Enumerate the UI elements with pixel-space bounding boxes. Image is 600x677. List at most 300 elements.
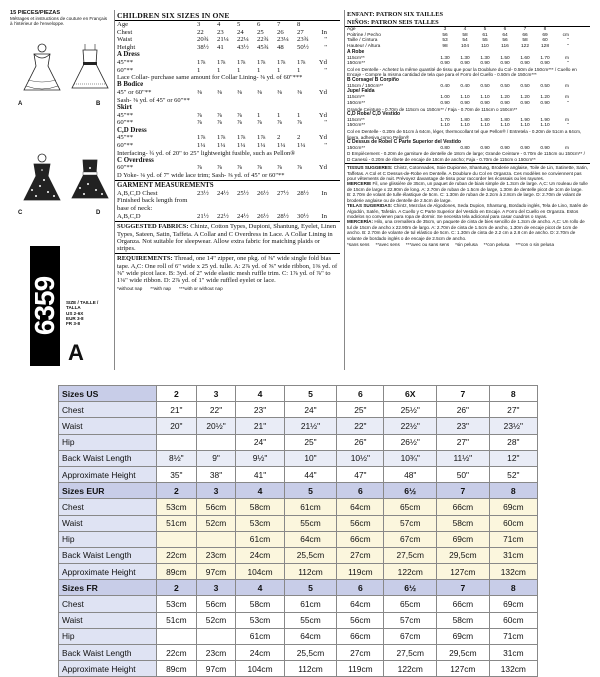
row-value: 1.90 [540,117,550,123]
row-label: A,B,C,D Chest [117,189,158,197]
row-value: 2 [297,134,301,142]
row-value: 0.90 [540,100,550,106]
us-measurement-row [59,402,538,418]
row-value: 22 [197,28,204,36]
chart-cell: 10¾" [384,450,437,466]
chart-cell: 67cm [384,628,437,644]
chart-size-col: 3 [196,580,236,596]
row-unit: Yd [318,134,327,142]
chart-cell: 64cm [337,499,384,515]
view-title: B Bodice [117,81,144,89]
row-value: ⅞ [197,111,203,119]
chart-cell: 27cm [337,645,384,661]
row-value: 1¼ [257,141,266,149]
chart-cell: 22cm [157,547,197,563]
chart-cell: 56cm [337,612,384,628]
eur-measurement-row [59,547,538,563]
chart-cell: 61cm [284,596,337,612]
row-value: 27½ [277,189,289,197]
chart-cell: 57cm [384,515,437,531]
row-value: 3 [197,21,201,28]
row-value: 0.80 [440,145,450,151]
row-value: ⅞ [257,119,263,127]
chart-size-col: 4 [236,386,284,402]
eur-measurement-row [59,531,538,547]
chart-cell: 112cm [284,564,337,580]
row-value: 1.30 [460,55,470,61]
row-unit: " [324,141,327,149]
row-value: 0.90 [480,100,490,106]
chart-cell: 56cm [196,499,236,515]
yardage-row [115,67,340,75]
chart-row-label: Approximate Height [59,564,157,580]
row-value: 1 [257,66,261,74]
row-unit: " [567,100,569,106]
chart-cell: 47" [337,466,384,482]
row-value: ⅜ [217,89,223,97]
row-value: 98 [442,44,448,50]
row-value: 7 [277,21,281,28]
dress-c-illustration [20,150,64,208]
chart-row-label: Back Waist Length [59,645,157,661]
chart-row-label: Waist [59,418,157,434]
chart-size-col: 4 [236,580,284,596]
chart-cell: 51cm [157,612,197,628]
chart-cell: 55cm [284,612,337,628]
chart-cell: 22cm [157,645,197,661]
row-value: 128 [540,44,549,50]
fr-measurement-row [59,612,538,628]
fr-measurement-row [59,645,538,661]
row-value: 58 [522,38,528,44]
row-value: ⅞ [197,164,203,172]
chart-size-col: 6 [337,483,384,499]
row-unit: m [565,83,569,89]
chart-cell: 119cm [337,564,384,580]
yardage-row [115,164,340,172]
metric-view-note: Col en Dentelle - 0.20m de 51cm à 64cm, léger, thermocollant tel que Pellon® / Entretela - 0.20m de 51cm a 64cm, ligera, adhesiva como Pellon® [347,129,582,140]
row-value: 7 [523,27,527,32]
chart-cell: 66cm [437,596,490,612]
chart-cell: 25" [284,434,337,450]
chart-row-label: Approximate Height [59,466,157,482]
chart-size-col: 5 [284,386,337,402]
chart-cell: 23" [437,418,490,434]
size-letter: A [68,340,84,365]
row-value: 0.90 [440,100,450,106]
fr-measurement-row [59,661,538,677]
chart-cell: 31cm [489,645,537,661]
metric-view-title: A Robe [347,48,365,55]
row-value: 1.00 [440,95,450,101]
chart-cell [157,628,197,644]
chart-row-label: Chest [59,402,157,418]
chart-size-col: 4 [236,483,284,499]
chart-cell: 27" [437,434,490,450]
fig-letter-c: C [18,210,23,216]
row-value: 23¼ [277,36,289,44]
us-measurement-row [59,434,538,450]
row-value: 64 [502,32,508,38]
row-value: 1.30 [480,55,490,61]
row-value: 1 [297,111,301,119]
row-value: ⅞ [217,111,223,119]
chart-size-col: 6 [337,580,384,596]
row-value: ⅞ [237,119,243,127]
fig-letter-d: D [96,210,101,216]
chart-row-label: Hip [59,434,157,450]
chart-cell: 122cm [384,564,437,580]
us-measurement-row [59,466,538,482]
chart-cell: 29,5cm [437,645,490,661]
french-header: ENFANT: PATRON SIX TAILLES [347,11,444,18]
size-range-us: US 2-6X [66,310,84,316]
chart-cell: 38" [196,466,236,482]
chart-cell: 65cm [384,499,437,515]
chart-cell: 132cm [489,661,537,677]
chart-size-col: 6½ [384,483,437,499]
row-unit: m [565,145,569,151]
row-value: 0.90 [520,100,530,106]
size-range-fr: FR 3-8 [66,321,81,327]
chart-cell: 69cm [437,628,490,644]
row-value: 1⅞ [217,58,226,66]
row-value: 0.90 [520,61,530,67]
row-unit: In [321,212,327,220]
row-label: A,B,C,D [117,212,141,220]
dress-a-illustration [20,40,64,98]
row-value: 23 [217,28,224,36]
row-value: 1.80 [500,117,510,123]
suggested-fabrics: SUGGESTED FABRICS: Chintz, Cotton Types, Dupioni, Shantung, Eyelet, Linen Types, Sateen, Satin, Taffeta. A Collar and C Overdress in Lace. A Collar Lining in Organza. Not suitable for sleepwear. Allow extra fabric for matching plaids or stripes. [117,223,337,253]
row-unit: Yd [318,58,327,66]
row-value: 0.90 [520,145,530,151]
chart-cell: 67cm [384,531,437,547]
row-unit: Yd [318,164,327,172]
row-value: 61 [482,32,488,38]
chart-cell: 104cm [236,661,284,677]
chart-size-col: 8 [489,386,537,402]
row-label: 60"** [117,66,134,74]
english-header: CHILDREN SIX SIZES IN ONE [115,10,340,21]
row-label: Height [117,43,136,51]
row-value: 1.10 [460,95,470,101]
row-value: 53 [442,38,448,44]
chart-cell [196,531,236,547]
chart-cell: 20" [157,418,197,434]
row-label: 45"** [117,134,134,142]
chart-cell: 66cm [437,499,490,515]
row-value: 104 [460,44,469,50]
chart-cell: 58cm [437,515,490,531]
tissus-suggeres: TISSUS SUGGERES: Chintz, Cotonnades, Soie Dupionne, Shantung, Broderie anglaise, Toile de Lin, Satinette, Satin, Taffetas. A Col et C Dessus-de-Robe en Dentelle. A Doublure du Col en Organza. Ces modèles ne conviennent pas pour vêtements de nuit. Prévoyez davantage de tissu pour raccorder les écossais ou les rayures. [347,165,588,182]
row-value: ⅞ [297,119,303,127]
row-value: 24 [237,28,244,36]
english-footnotes: *without nap **with nap ***with or without nap [117,285,223,291]
chart-cell: 22" [196,402,236,418]
chart-cell: 71cm [489,628,537,644]
chart-row-label: Hip [59,628,157,644]
view-note: Sash- ⅜ yd. of 45" or 60"** [117,96,190,104]
row-value: 0.50 [500,83,510,89]
chart-cell: 48" [384,466,437,482]
row-value: 0.90 [460,61,470,67]
chart-row-label: Waist [59,515,157,531]
row-unit: m [565,117,569,123]
row-value: 28½ [297,189,309,197]
chart-cell: 104cm [236,564,284,580]
row-value: 1.60 [520,55,530,61]
chart-size-col: 3 [196,386,236,402]
chart-header-label: Sizes US [59,386,157,402]
chart-cell: 60cm [489,515,537,531]
row-value: 24½ [217,189,229,197]
metric-view-title: Jupe/ Falda [347,88,375,95]
row-value: 55 [482,38,488,44]
row-label: 150cm** [347,123,366,129]
chart-cell: 35" [157,466,197,482]
row-label: 115cm / 150cm** [347,83,384,89]
yardage-row [115,89,340,97]
row-value: 23¾ [297,36,309,44]
row-label: 60"** [117,141,134,149]
row-value: 1.10 [500,123,510,129]
row-unit: " [324,36,327,44]
chart-cell: 24cm [236,547,284,563]
chart-cell: 119cm [337,661,384,677]
row-value: 0.90 [500,145,510,151]
row-value: 1⅞ [237,134,246,142]
row-value: ⅞ [297,164,303,172]
telas-sugeridas: TELAS SUGERIDAS: Chintz, Mezclas de Algodones, Seda Dupion, Shantung, Bordado inglés, Tela de Lino, Satén de Algodón, Satén, Tafetán. A Cuello y C Parte Superior del Vestido en Encaje. A Forro del Cuello en Organza. Estos modelos no convienen para ropa de dormir. Se necesita tela adicional para casar cuadros o rayas. [347,203,588,219]
row-value: 26½ [257,189,269,197]
chart-cell: 97cm [196,661,236,677]
row-value: 1 [217,66,221,74]
chart-cell: 23" [236,402,284,418]
row-value: 38½ [197,43,209,51]
row-value: 0.50 [520,83,530,89]
row-label: Age [117,21,129,28]
chart-cell: 10½" [337,450,384,466]
row-label: Poitrine / Pecho [347,32,381,38]
row-label: Finished back length from base of neck: [117,197,188,213]
garment-row [115,197,340,212]
row-value: 22½ [217,212,229,220]
row-value: 45¾ [257,43,269,51]
chart-cell: 53cm [157,499,197,515]
metric-view-note: D Empiècement - 0.20m de garniture de dentelle de 18cm de large; Grande Ceinture - 0.70m de 115cm ou 150cm** / D Canesú - 0.20m de ribete de encaje de 18cm de ancho; Faja - 0.70m de 115cm o 150cm** [347,151,585,162]
row-value: 1.20 [500,95,510,101]
row-value: 1¼ [197,141,206,149]
metric-yardage-row [345,101,590,107]
row-value: ⅞ [217,164,223,172]
fig-letter-b: B [96,101,101,107]
row-value: 1⅞ [257,58,266,66]
view-note: Interfacing- ¾ yd. of 20" to 25" lightweight fusible, such as Pellon® [117,149,296,157]
chart-cell: 69cm [489,499,537,515]
row-value: 8 [297,21,301,28]
row-unit: m [565,95,569,101]
chart-cell: 51cm [157,515,197,531]
view-note: D Yoke- ⅛ yd. of 7" wide lace trim; Sash- ⅜ yd. of 45" or 60"** [117,171,285,179]
chart-cell: 58cm [236,596,284,612]
chart-cell: 20½" [196,418,236,434]
row-value: 1¼ [277,141,286,149]
row-value: 0.90 [500,100,510,106]
chart-cell: 31cm [489,547,537,563]
chart-cell: 53cm [236,612,284,628]
chart-cell: 64cm [284,531,337,547]
row-value: 6 [257,21,261,28]
chart-row-label: Approximate Height [59,661,157,677]
chart-cell: 71cm [489,531,537,547]
row-value: ⅜ [237,89,243,97]
view-note: Lace Collar- purchase same amount for Collar Lining- ⅜ yd. of 60"*** [117,74,303,82]
chart-cell: 65cm [384,596,437,612]
row-value: 1¼ [217,141,226,149]
row-value: 1.10 [440,123,450,129]
metric-size-row [345,44,590,50]
chart-cell: 89cm [157,564,197,580]
chart-cell: 64cm [337,596,384,612]
row-value: 1 [297,66,301,74]
row-value: 1.90 [520,117,530,123]
row-value: ⅞ [277,119,283,127]
row-unit: " [567,44,569,50]
chart-size-col: 8 [489,483,537,499]
view-title: Skirt [117,103,132,111]
chart-cell: 21" [236,418,284,434]
row-value: 3 [443,27,447,32]
pattern-illustrations [10,10,112,370]
chart-cell: 56cm [196,596,236,612]
chart-cell: 9" [196,450,236,466]
merceria: MERCERÍA: Hilo, una cremallera de 35cm, un paquete de cinta de bies sencillo de 1.3cm de ancho. A,C: Un rollo de tul de 15cm de ancho x 22.90m de largo. A: 2.70m de cinta de 1.5cm de ancho, 1.30m de encaje picot de 1cm de ancho. B: 2.70m de volante de tul elástico de 5cm. C: 1.30m de cinta de 2.2 cm a 2.8 cm de ancho. D: 2.70m de volante de bordado inglés o de encaje de 2.5cm de ancho. [347,219,585,241]
chart-cell: 57cm [384,612,437,628]
chart-cell [196,628,236,644]
chart-cell: 25,5cm [284,645,337,661]
row-unit: " [567,38,569,44]
chart-cell: 50" [437,466,490,482]
row-unit: cm [562,32,569,38]
row-value: ⅞ [257,164,263,172]
chart-cell: 66cm [337,531,384,547]
row-value: 0.90 [440,61,450,67]
row-unit: Yd [318,89,327,97]
row-value: 1 [277,111,281,119]
row-value: 1.20 [520,95,530,101]
chart-size-col: 3 [196,483,236,499]
chart-cell: 27" [489,402,537,418]
chart-cell: 61cm [236,531,284,547]
chart-cell: 25" [337,402,384,418]
row-value: 56 [442,32,448,38]
row-value: 60 [542,38,548,44]
fr-measurement-row [59,596,538,612]
chart-cell: 52" [489,466,537,482]
row-value: 4 [463,27,467,32]
mercerie: MERCERIE Fil, une glissière de 35cm, un paquet de ruban de biais simple de 1.3cm de large. A,C: Un rouleau de tulle de 15cm de large x 22.90m de long. A: 2.70m de ruban de 1.5cm de large, 1.30m de dentelle picot de 1cm de large. B: 2.70m de volant de tulle élastique de 5cm. C: 1.30m de ruban de 2.2cm à 2.8cm de large. D: 2.70m de volant de broderie anglaise ou de dentelle de 2.5cm de large. [347,181,588,203]
row-unit: " [324,66,327,74]
chart-cell: 69cm [437,531,490,547]
chart-cell: 60cm [489,612,537,628]
row-value: 22¼ [237,36,249,44]
eur-measurement-row [59,499,538,515]
chart-cell: 12" [489,450,537,466]
row-value: 48 [277,43,284,51]
garment-row [115,190,340,198]
size-row [115,36,340,44]
row-value: 1 [257,111,261,119]
row-value: 69 [542,32,548,38]
chart-cell: 55cm [284,515,337,531]
row-value: 1⅞ [197,134,206,142]
chart-cell: 58cm [236,499,284,515]
chart-cell: 22½" [384,418,437,434]
row-value: 1 [277,66,281,74]
view-title: C,D Dress [117,126,147,134]
chart-size-col: 2 [157,483,197,499]
chart-row-label: Back Waist Length [59,450,157,466]
chart-cell: 9½" [236,450,284,466]
row-value: 0.40 [440,83,450,89]
garment-row [115,213,340,221]
english-yardage [114,10,340,370]
chart-cell: 26" [437,402,490,418]
row-value: 1.80 [480,117,490,123]
row-value: 0.90 [500,61,510,67]
row-label: 45" or 60"** [117,89,152,97]
chart-size-col: 6 [337,386,384,402]
row-value: 1.50 [500,55,510,61]
row-value: 26 [277,28,284,36]
row-label: Waist [117,36,133,44]
row-value: 1.70 [540,55,550,61]
chart-cell: 28" [489,434,537,450]
pieces-count: 15 PIECES/PIEZAS [10,10,61,16]
yardage-row [115,112,340,120]
chart-cell: 25½" [384,402,437,418]
row-value: 1⅞ [297,58,306,66]
chart-row-label: Chest [59,499,157,515]
yardage-row [115,119,340,127]
row-value: ⅞ [197,119,203,127]
pattern-envelope-back [10,10,590,370]
chart-cell [157,434,197,450]
row-value: 0.50 [480,83,490,89]
row-value: ⅞ [237,111,243,119]
chart-cell: 8½" [157,450,197,466]
chart-cell: 89cm [157,661,197,677]
chart-cell: 24cm [236,645,284,661]
row-unit: " [567,123,569,129]
chart-cell: 112cm [284,661,337,677]
row-value: ⅜ [197,89,203,97]
row-value: 21½ [197,212,209,220]
row-value: 1 [197,66,201,74]
row-value: 41 [217,43,224,51]
yardage-row [115,142,340,150]
row-label: Age [347,27,356,32]
chart-row-label: Hip [59,531,157,547]
chart-cell: 26½" [384,434,437,450]
chart-cell: 127cm [437,661,490,677]
row-value: ⅞ [217,119,223,127]
chart-cell: 27,5cm [384,645,437,661]
chart-cell: 23cm [196,547,236,563]
row-label: 60"** [117,119,134,127]
row-value: 1.70 [440,117,450,123]
